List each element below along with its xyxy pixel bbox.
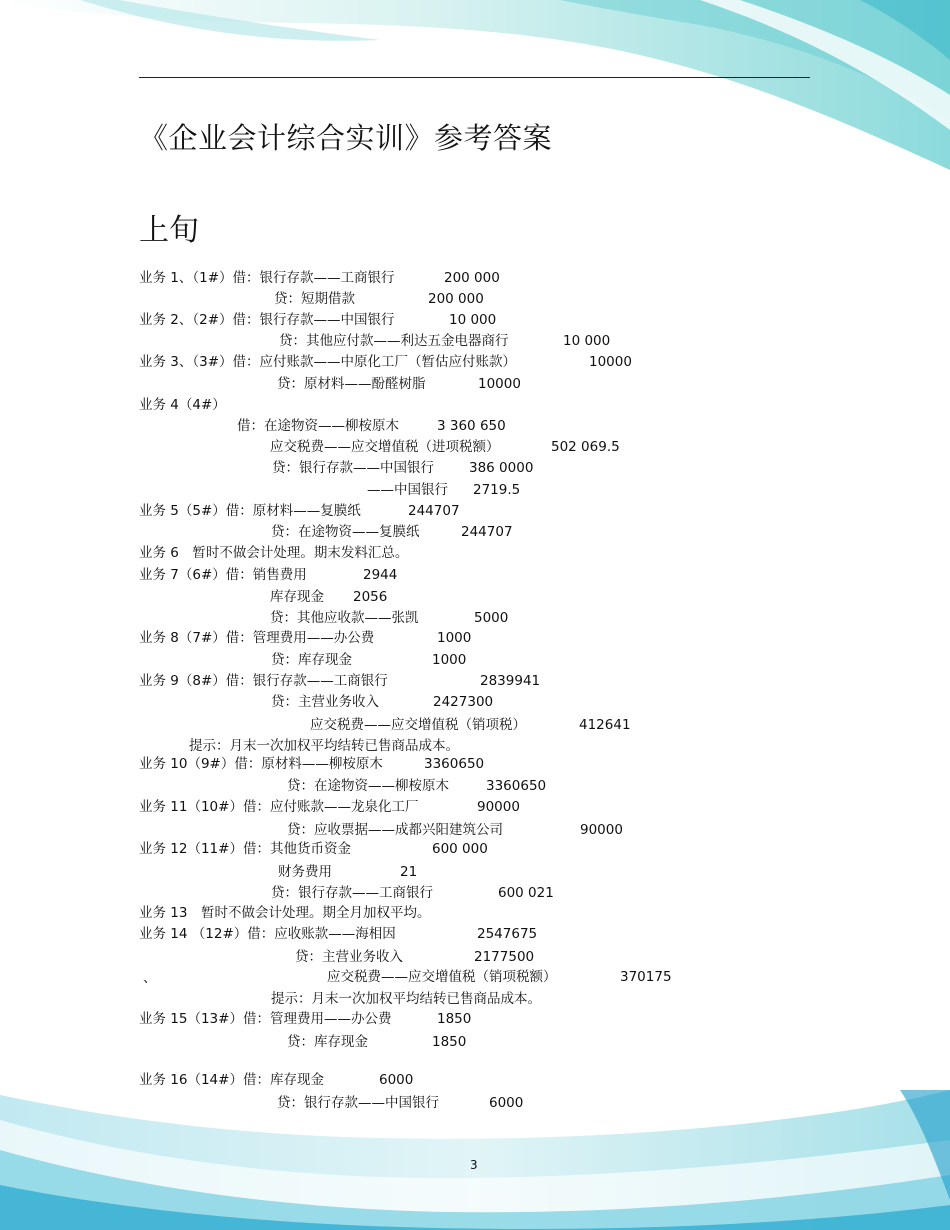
entry-line: 业务 2、（2#）借：银行存款——中国银行 — [139, 312, 395, 328]
entry-amount: 5000 — [474, 610, 509, 626]
entry-amount: 370175 — [620, 969, 672, 985]
entry-amount: 10 000 — [449, 312, 497, 328]
entry-line: 贷：主营业务收入 — [271, 694, 379, 710]
entry-amount: 2177500 — [474, 949, 535, 965]
entry-line: 贷：主营业务收入 — [295, 949, 403, 965]
entry-line: 业务 9（8#）借：银行存款——工商银行 — [139, 673, 388, 689]
page-number: 3 — [470, 1158, 478, 1172]
entry-amount: 244707 — [408, 503, 460, 519]
entry-amount: 412641 — [579, 717, 631, 733]
hint-line: 提示：月末一次加权平均结转已售商品成本。 — [189, 738, 459, 754]
entry-line: 贷：其他应收款——张凯 — [270, 610, 419, 626]
entry-amount: 10 000 — [563, 333, 611, 349]
entry-line: 贷：银行存款——中国银行 — [272, 460, 434, 476]
entry-amount: 2547675 — [477, 926, 538, 942]
entry-line: 业务 5（5#）借：原材料——复膜纸 — [139, 503, 361, 519]
entry-amount: 21 — [400, 864, 418, 880]
entry-line: 业务 15（13#）借：管理费用——办公费 — [139, 1011, 392, 1027]
entry-line: 业务 13 暂时不做会计处理。期全月加权平均。 — [139, 905, 431, 921]
entry-amount: 2944 — [363, 567, 398, 583]
entry-amount: 90000 — [477, 799, 520, 815]
entry-amount: 10000 — [589, 354, 632, 370]
entry-line: 业务 16（14#）借：库存现金 — [139, 1072, 324, 1088]
entry-amount: 1000 — [432, 652, 467, 668]
entry-line: 业务 3、（3#）借：应付账款——中原化工厂（暂估应付账款） — [139, 354, 517, 370]
entry-line: 贷：银行存款——工商银行 — [271, 885, 433, 901]
entry-amount: 200 000 — [444, 270, 500, 286]
entry-line: ——中国银行 — [367, 482, 448, 498]
entry-amount: 600 021 — [498, 885, 554, 901]
entry-amount: 2839941 — [480, 673, 541, 689]
entry-amount: 6000 — [489, 1095, 524, 1111]
entry-line: 贷：在途物资——复膜纸 — [271, 524, 420, 540]
stray-mark: 、 — [143, 970, 157, 986]
entry-line: 业务 8（7#）借：管理费用——办公费 — [139, 630, 375, 646]
entry-line: 业务 14 （12#）借：应收账款——海相因 — [139, 926, 396, 942]
entry-line: 应交税费——应交增值税（销项税） — [310, 717, 526, 733]
entry-amount: 2427300 — [433, 694, 494, 710]
entry-line: 贷：其他应付款——利达五金电器商行 — [279, 333, 509, 349]
entry-line: 业务 7（6#）借：销售费用 — [139, 567, 307, 583]
entry-amount: 1000 — [437, 630, 472, 646]
entry-line: 业务 4（4#） — [139, 397, 226, 413]
entry-line: 贷：短期借款 — [274, 291, 355, 307]
entry-line: 贷：原材料——酚醛树脂 — [277, 376, 426, 392]
entry-amount: 6000 — [379, 1072, 414, 1088]
entry-line: 贷：银行存款——中国银行 — [277, 1095, 439, 1111]
entry-amount: 386 0000 — [469, 460, 534, 476]
entry-line: 应交税费——应交增值税（进项税额） — [270, 439, 500, 455]
entry-amount: 2719.5 — [473, 482, 521, 498]
entry-amount: 3360650 — [486, 778, 547, 794]
entry-amount: 244707 — [461, 524, 513, 540]
entry-line: 业务 6 暂时不做会计处理。期末发料汇总。 — [139, 545, 409, 561]
section-heading: 上旬 — [139, 213, 199, 248]
hint-line: 提示：月末一次加权平均结转已售商品成本。 — [271, 991, 541, 1007]
entry-line: 业务 11（10#）借：应付账款——龙泉化工厂 — [139, 799, 419, 815]
entry-amount: 600 000 — [432, 841, 488, 857]
entry-line: 应交税费——应交增值税（销项税额） — [327, 969, 557, 985]
entry-line: 财务费用 — [278, 864, 332, 880]
entry-amount: 1850 — [437, 1011, 472, 1027]
entry-amount: 1850 — [432, 1034, 467, 1050]
entry-line: 业务 10（9#）借：原材料——柳桉原木 — [139, 756, 383, 772]
entry-line: 业务 12（11#）借：其他货币资金 — [139, 841, 351, 857]
page-title: 《企业会计综合实训》参考答案 — [139, 121, 553, 155]
entry-amount: 10000 — [478, 376, 521, 392]
entry-line: 业务 1、（1#）借：银行存款——工商银行 — [139, 270, 395, 286]
entry-amount: 90000 — [580, 822, 623, 838]
entry-amount: 3 360 650 — [437, 418, 506, 434]
header-rule — [139, 77, 810, 78]
entry-line: 借：在途物资——柳桉原木 — [237, 418, 399, 434]
entry-line: 库存现金 — [270, 589, 324, 605]
entry-line: 贷：应收票据——成都兴阳建筑公司 — [287, 822, 503, 838]
entry-amount: 502 069.5 — [551, 439, 620, 455]
entry-line: 贷：库存现金 — [271, 652, 352, 668]
entry-amount: 2056 — [353, 589, 388, 605]
entry-amount: 3360650 — [424, 756, 485, 772]
entry-line: 贷：库存现金 — [287, 1034, 368, 1050]
entry-line: 贷：在途物资——柳桉原木 — [287, 778, 449, 794]
entry-amount: 200 000 — [428, 291, 484, 307]
